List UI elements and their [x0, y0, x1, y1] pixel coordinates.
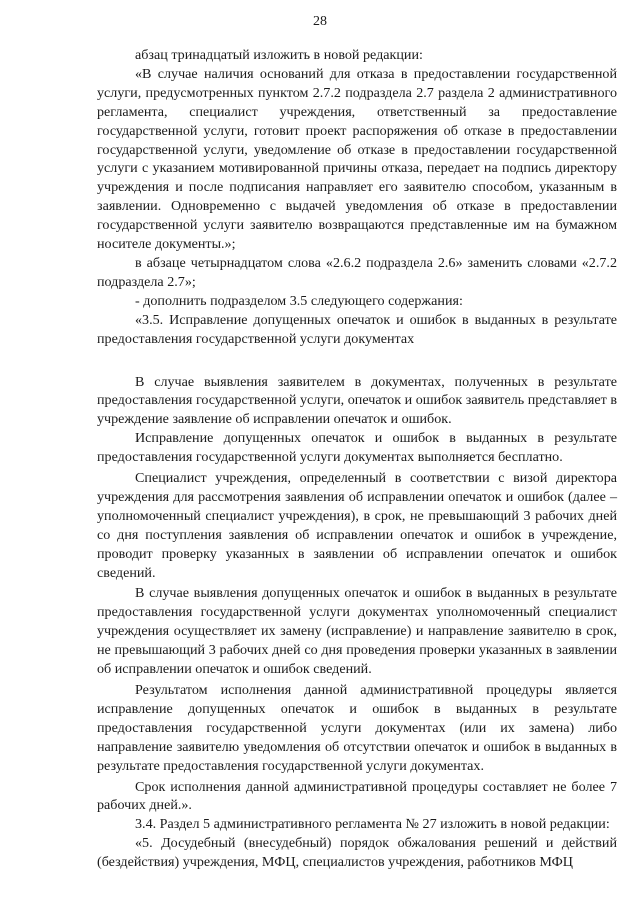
- paragraph: Исправление допущенных опечаток и ошибок в выданных в результате предоставления государственной услуги документах выполняется бесплатно.: [97, 430, 617, 466]
- page-number: 28: [313, 14, 327, 29]
- paragraph: Результатом исполнения данной административной процедуры является исправление допущенных опечаток и ошибок в выданных в результате предоставления государственной услуги документах (или их замена) либо направление заявителю уведомления об отсутствии опечаток и ошибок в выданных в результате предоставления государственной услуги документах.: [97, 682, 617, 774]
- document-body: [97, 46, 617, 872]
- paragraph: в абзаце четырнадцатом слова «2.6.2 подраздела 2.6» заменить словами «2.7.2 подраздела 2.7»;: [97, 254, 617, 290]
- paragraph: Специалист учреждения, определенный в соответствии с визой директора учреждения для рассмотрения заявления об исправлении опечаток и ошибок (далее – уполномоченный специалист учреждения), в срок, не превышающий 3 рабочих дней со дня поступления заявления об исправлении опечаток и ошибок в учреждение, проводит проверку указанных в заявлении об исправлении опечаток и ошибок сведений.: [97, 470, 617, 581]
- paragraph: - дополнить подразделом 3.5 следующего содержания:: [135, 292, 463, 309]
- spacer: [97, 349, 617, 373]
- paragraph: «В случае наличия оснований для отказа в предоставлении государственной услуги, предусмотренных пунктом 2.7.2 подраздела 2.7 раздела 2 административного регламента, специалист учреждения, ответственный за предоставление государственной услуги, готовит проект распоряжения об отказе в предоставлении государственной услуги, уведомление об отказе в предоставлении государственной услуги с указанием мотивированной причины отказа, передает на подпись директору учреждения и после подписания направляет его заявителю способом, указанным в заявлении. Одновременно с выдачей уведомления об отказе в предоставлении государственной услуги заявителю возвращаются представленные им на бумажном носителе документы.»;: [97, 65, 617, 253]
- paragraph: В случае выявления заявителем в документах, полученных в результате предоставления государственной услуги, опечаток и ошибок заявитель представляет в учреждение заявление об исправлении опечаток и ошибок.: [97, 373, 617, 428]
- paragraph: абзац тринадцатый изложить в новой редакции:: [135, 47, 423, 63]
- paragraph: Срок исполнения данной административной процедуры составляет не более 7 рабочих дней.».: [97, 778, 617, 814]
- section-heading: «3.5. Исправление допущенных опечаток и ошибок в выданных в результате предоставления государственной услуги документах: [97, 311, 617, 347]
- paragraph: В случае выявления допущенных опечаток и ошибок в выданных в результате предоставления государственной услуги документах уполномоченный специалист учреждения осуществляет их замену (исправление) и направление заявителю в срок, не превышающий 3 рабочих дней со дня проведения проверки указанных в заявлении об исправлении опечаток и ошибок сведений.: [97, 585, 617, 678]
- section-heading: «5. Досудебный (внесудебный) порядок обжалования решений и действий (бездействия) учреждения, МФЦ, специалистов учреждения, работников МФЦ: [97, 835, 617, 871]
- paragraph: 3.4. Раздел 5 административного регламента № 27 изложить в новой редакции:: [135, 816, 610, 833]
